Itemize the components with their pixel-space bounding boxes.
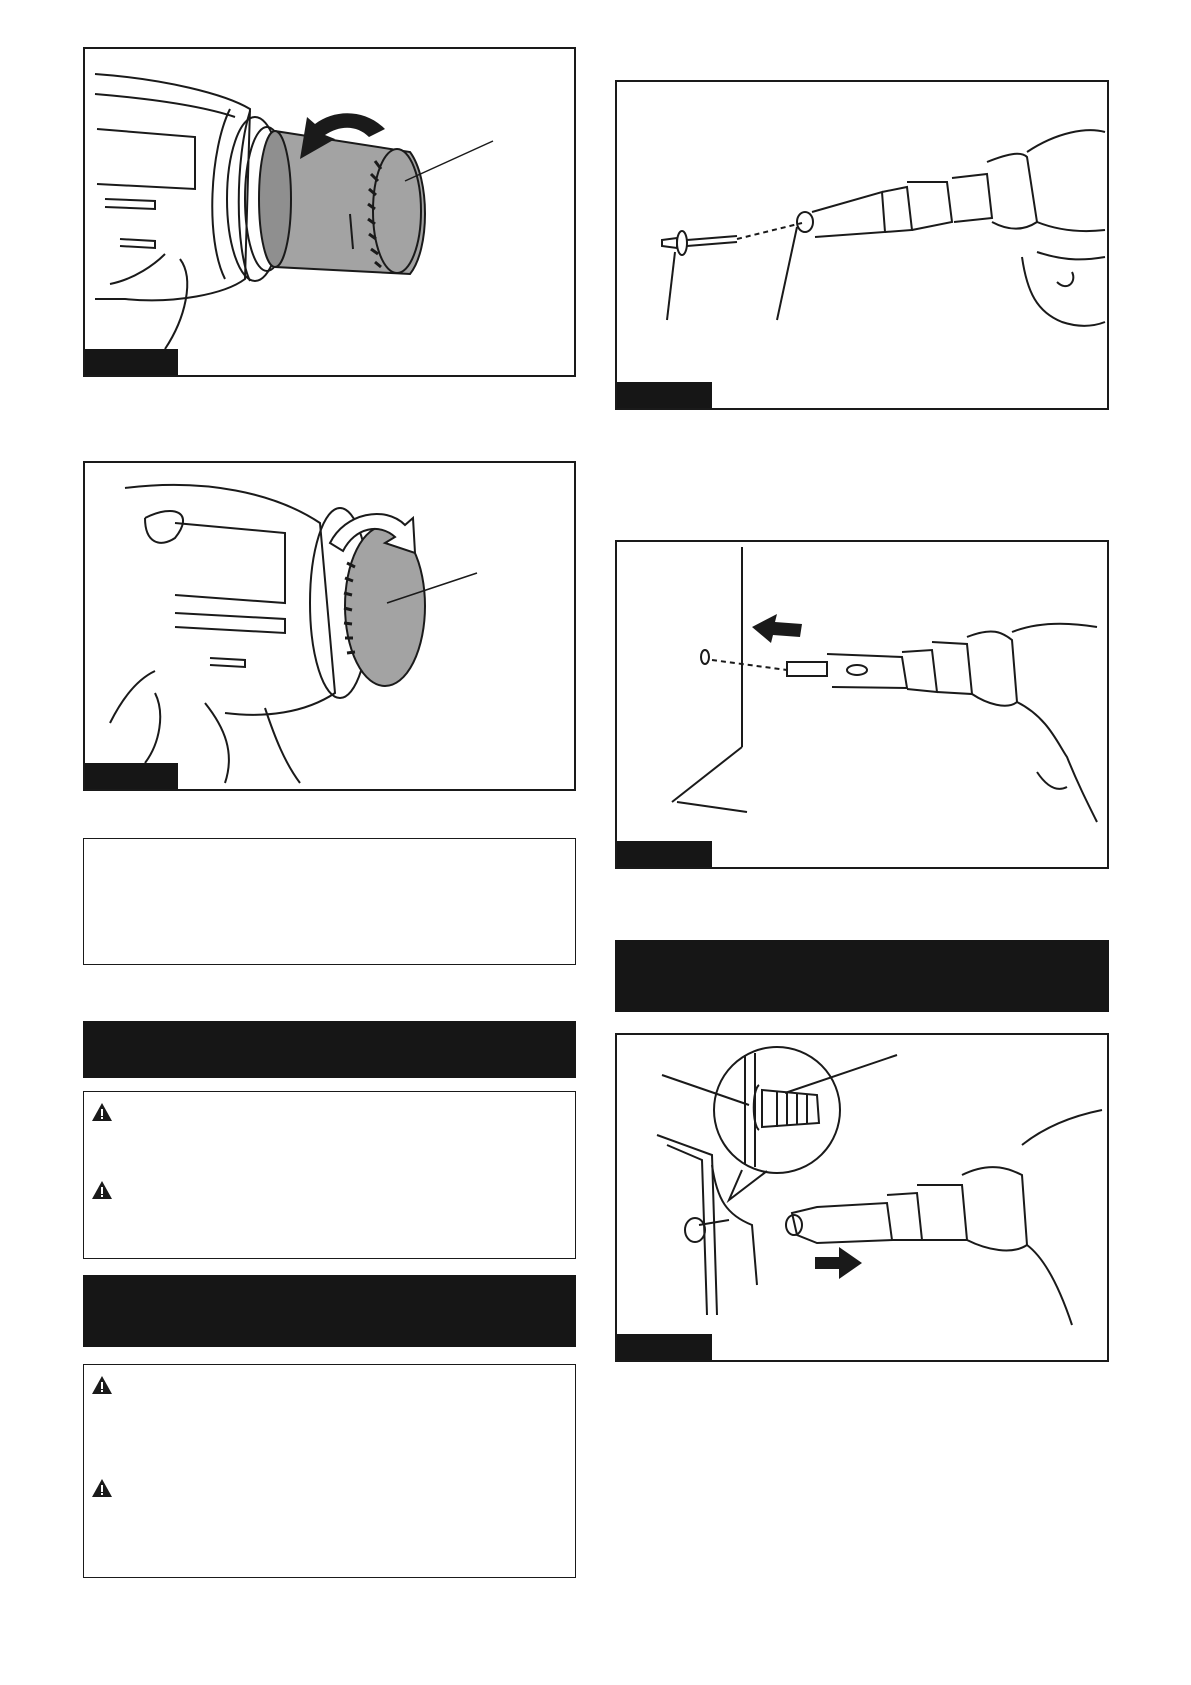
warning-block [83, 1091, 576, 1259]
tool-cap-removal-illustration [85, 49, 574, 375]
rivet-result-illustration [617, 1035, 1107, 1360]
figure-tab [85, 763, 178, 789]
tool-cap-installation-illustration [85, 463, 574, 789]
figure-tab [617, 841, 712, 867]
figure-cap-removal [83, 47, 576, 377]
warning-triangle-icon [91, 1478, 113, 1498]
figure-rivet-into-workpiece [615, 540, 1109, 869]
rivet-into-workpiece-illustration [617, 542, 1107, 867]
figure-tab [617, 1334, 712, 1360]
note-box [83, 838, 576, 965]
rivet-insertion-illustration [617, 82, 1107, 408]
figure-cap-installation [83, 461, 576, 791]
figure-tab [85, 349, 178, 375]
figure-rivet-result [615, 1033, 1109, 1362]
section-header-bar [83, 1275, 576, 1347]
warning-block [83, 1364, 576, 1578]
warning-triangle-icon [91, 1375, 113, 1395]
warning-triangle-icon [91, 1102, 113, 1122]
section-header-bar [615, 940, 1109, 1012]
section-header-bar [83, 1021, 576, 1078]
figure-tab [617, 382, 712, 408]
warning-triangle-icon [91, 1180, 113, 1200]
figure-rivet-insertion [615, 80, 1109, 410]
